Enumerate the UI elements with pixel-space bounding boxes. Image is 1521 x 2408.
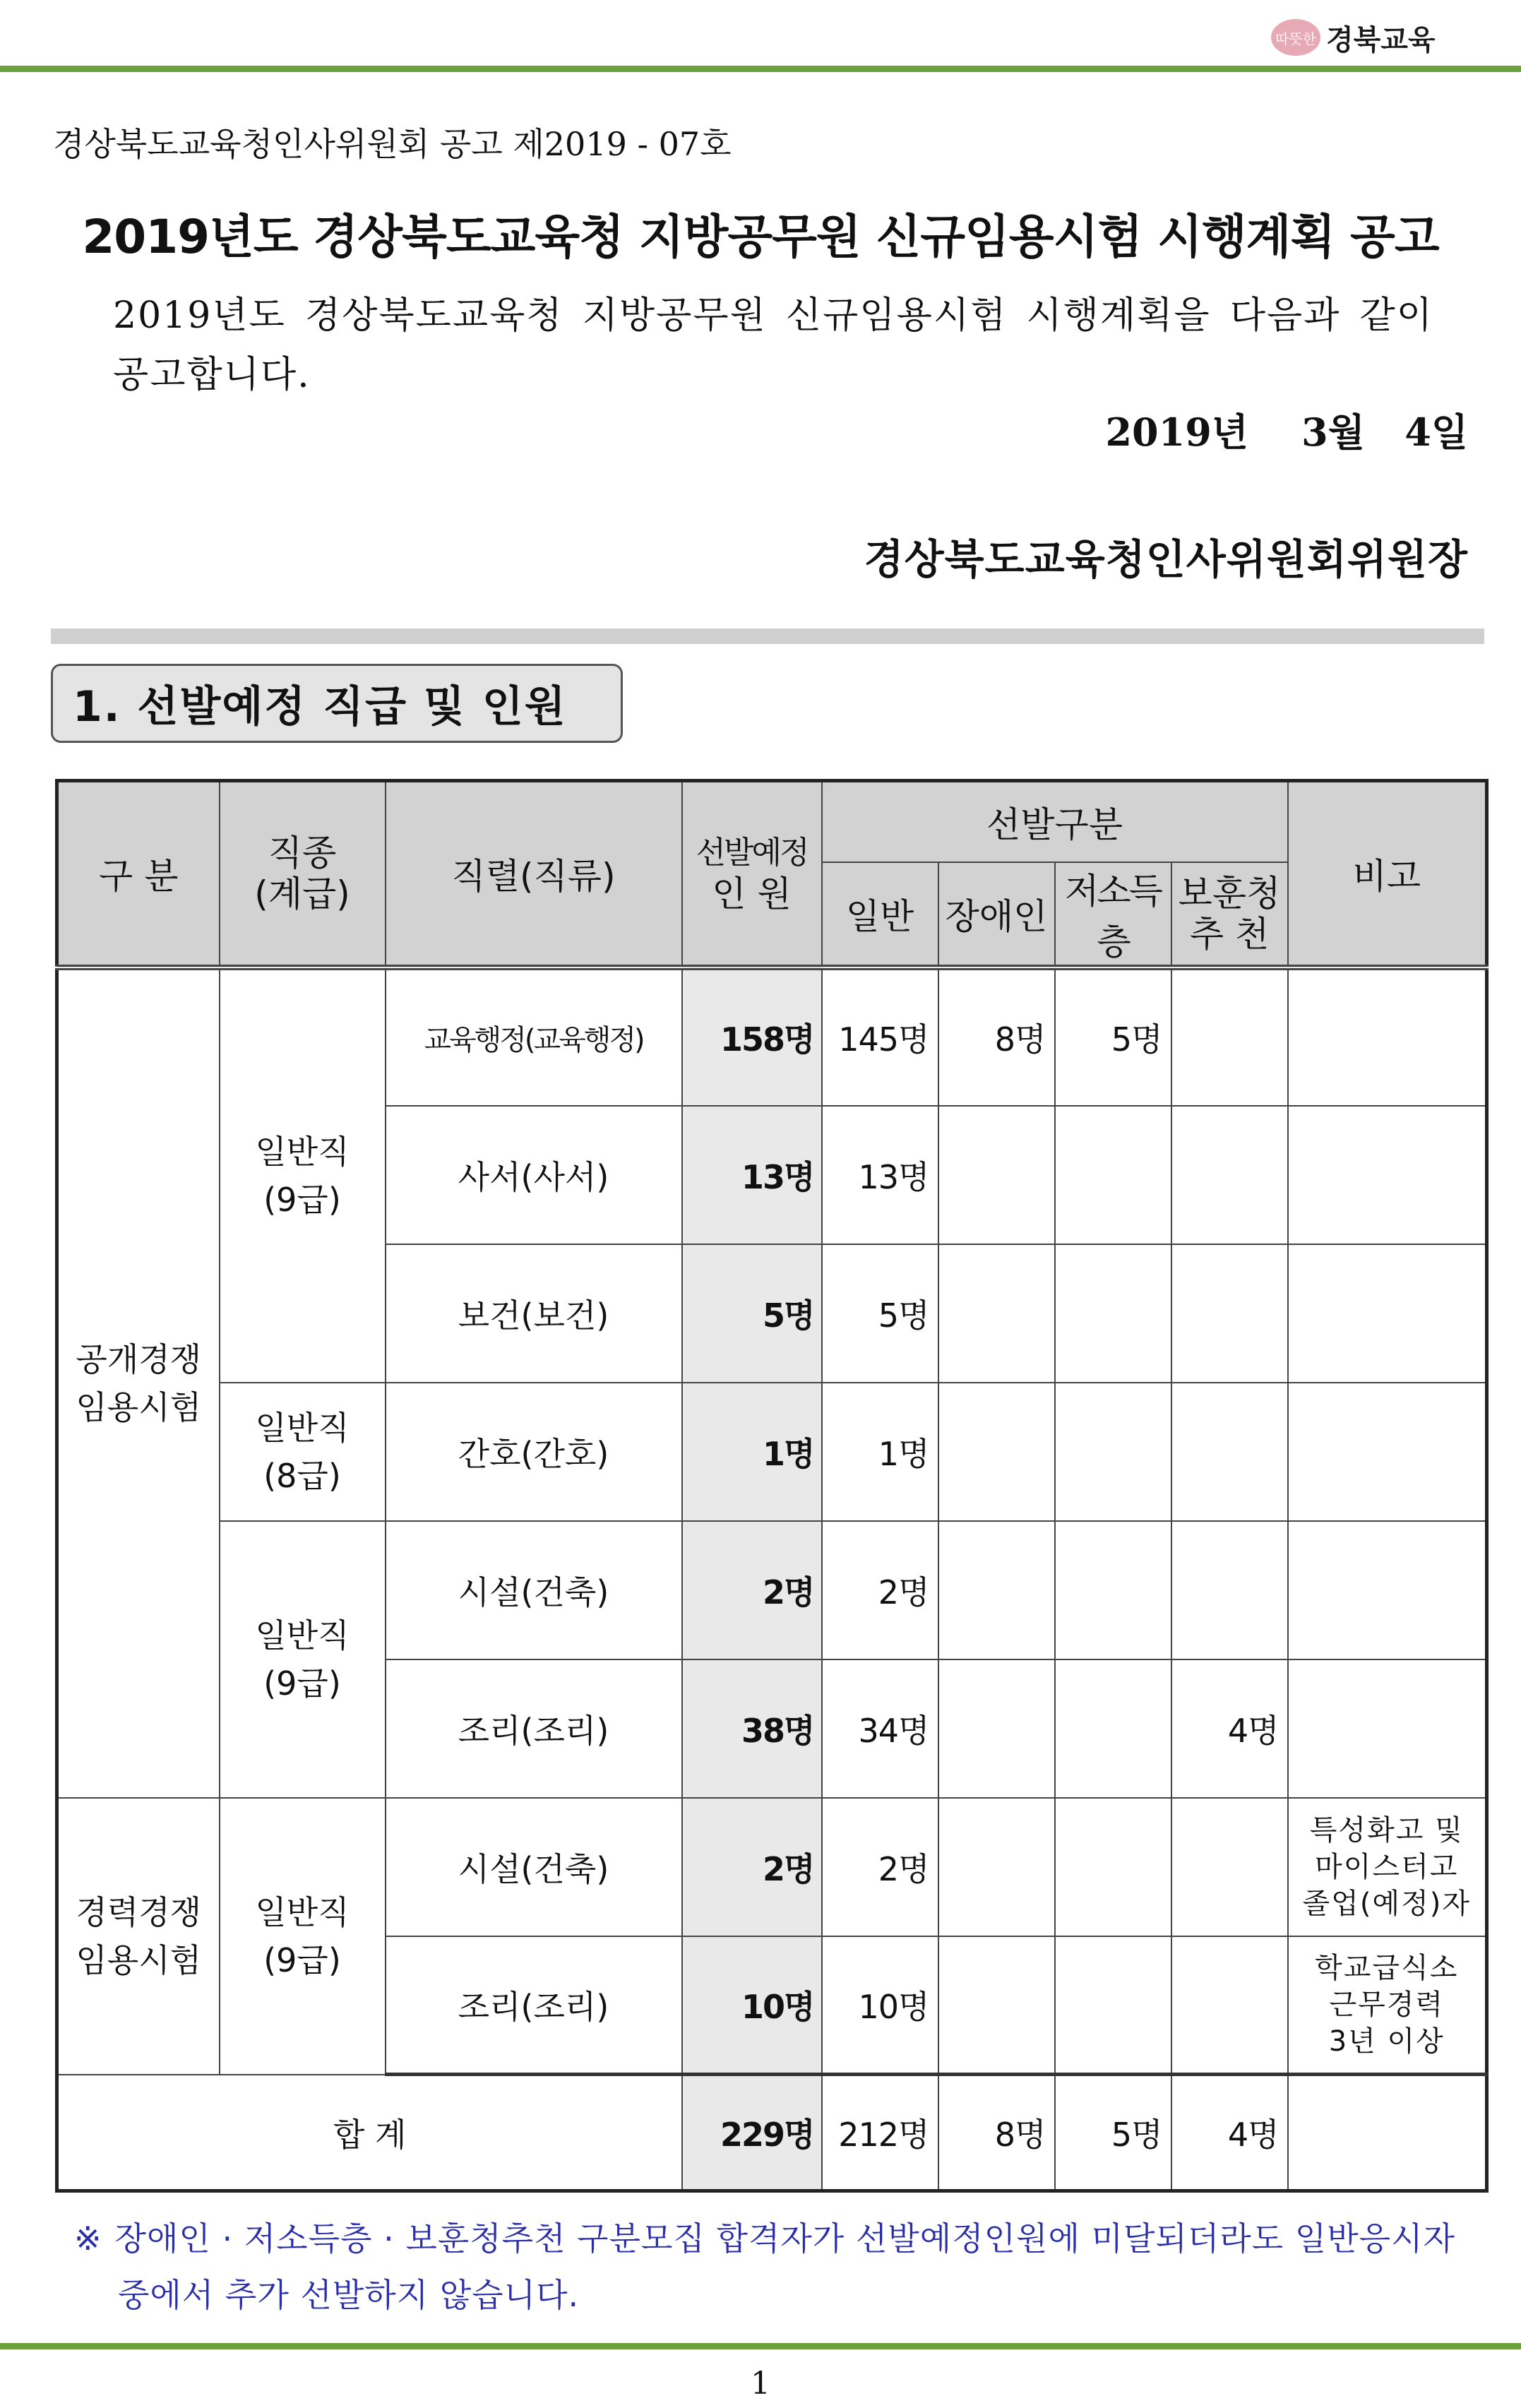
- page-number: 1: [751, 2366, 770, 2402]
- veterans-cell: [1171, 1244, 1288, 1383]
- total-low-income: 5명: [1055, 2075, 1171, 2191]
- planned-cell: 13명: [682, 1106, 822, 1244]
- rank-line1: 일반직: [255, 1133, 350, 1171]
- footnote: [74, 2210, 1479, 2323]
- general-cell: 2명: [822, 1521, 938, 1659]
- low-income-cell: [1055, 1798, 1171, 1936]
- low-income-cell: [1055, 1521, 1171, 1659]
- header-planned-line2: 인 원: [712, 873, 792, 914]
- remarks-cell: [1288, 1106, 1487, 1244]
- group-open-line1: 공개경쟁: [76, 1340, 202, 1378]
- veterans-cell: [1171, 1521, 1288, 1659]
- remarks-cell: [1288, 1383, 1487, 1521]
- notice-number: 경상북도교육청인사위원회 공고 제2019 - 07호: [53, 125, 732, 163]
- general-cell: 10명: [822, 1936, 938, 2075]
- total-remarks: [1288, 2075, 1487, 2191]
- rank-line1: 일반직: [255, 1408, 350, 1447]
- disabled-cell: 8명: [938, 967, 1055, 1106]
- planned-cell: 2명: [682, 1798, 822, 1936]
- remarks-cell: [1288, 1936, 1487, 2075]
- group-career-line1: 경력경쟁: [76, 1893, 202, 1931]
- planned-cell: 158명: [682, 967, 822, 1106]
- general-cell: 5명: [822, 1244, 938, 1383]
- header-planned: [682, 781, 822, 967]
- remarks-line3: 3년 이상: [1328, 2025, 1445, 2058]
- header-series: 직렬(직류): [386, 781, 682, 967]
- series-cell: 시설(건축): [386, 1798, 682, 1936]
- disabled-cell: [938, 1244, 1055, 1383]
- series-cell: 시설(건축): [386, 1521, 682, 1659]
- header-rank-line1: 직종: [268, 832, 337, 874]
- disabled-cell: [938, 1798, 1055, 1936]
- header-remarks: 비고: [1288, 781, 1487, 967]
- general-cell: 1명: [822, 1383, 938, 1521]
- veterans-cell: [1171, 1106, 1288, 1244]
- series-cell: 조리(조리): [386, 1659, 682, 1798]
- planned-cell: 2명: [682, 1521, 822, 1659]
- disabled-cell: [938, 1521, 1055, 1659]
- top-divider: [0, 66, 1521, 72]
- low-income-cell: 5명: [1055, 967, 1171, 1106]
- planned-cell: 38명: [682, 1659, 822, 1798]
- veterans-cell: [1171, 967, 1288, 1106]
- remarks-cell: [1288, 1659, 1487, 1798]
- education-office-logo: [1271, 13, 1476, 62]
- header-selection: 선발구분: [822, 781, 1288, 862]
- section-divider: [51, 628, 1484, 644]
- low-income-cell: [1055, 1106, 1171, 1244]
- planned-cell: 10명: [682, 1936, 822, 2075]
- header-veterans-line2: 추 천: [1189, 913, 1270, 955]
- header-planned-line1: 선발예정: [696, 834, 808, 871]
- rank-line2: (9급): [263, 1664, 341, 1703]
- bottom-divider: [0, 2343, 1521, 2349]
- veterans-cell: [1171, 1383, 1288, 1521]
- general-cell: 34명: [822, 1659, 938, 1798]
- remarks-line2: 근무경력: [1329, 1988, 1445, 2021]
- remarks-cell: [1288, 1521, 1487, 1659]
- general-cell: 145명: [822, 967, 938, 1106]
- low-income-cell: [1055, 1383, 1171, 1521]
- remarks-cell: [1288, 967, 1487, 1106]
- low-income-cell: [1055, 1936, 1171, 2075]
- planned-cell: 1명: [682, 1383, 822, 1521]
- header-veterans: [1171, 862, 1288, 967]
- remarks-cell: [1288, 1244, 1487, 1383]
- total-label: 합 계: [57, 2075, 682, 2191]
- rank-line2: (8급): [263, 1456, 341, 1495]
- header-rank: [220, 781, 386, 967]
- veterans-cell: [1171, 1798, 1288, 1936]
- rank-general-9-b: [220, 1521, 386, 1798]
- logo-text: 경북교육: [1326, 23, 1436, 56]
- total-veterans: 4명: [1171, 2075, 1288, 2191]
- footnote-mark: ※: [74, 2219, 102, 2258]
- recruitment-table: [55, 779, 1489, 2193]
- disabled-cell: [938, 1106, 1055, 1244]
- rank-line1: 일반직: [255, 1616, 350, 1655]
- rank-general-8: [220, 1383, 386, 1521]
- series-cell: 보건(보건): [386, 1244, 682, 1383]
- remarks-line2: 마이스터고: [1315, 1850, 1459, 1883]
- veterans-cell: [1171, 1936, 1288, 2075]
- intro-paragraph: 2019년도 경상북도교육청 지방공무원 신규임용시험 시행계획을 다음과 같이 공고합니다.: [113, 294, 1433, 396]
- remarks-line1: 특성화고 및: [1309, 1813, 1464, 1847]
- footnote-line2: 중에서 추가 선발하지 않습니다.: [118, 2276, 580, 2314]
- document-title: 2019년도 경상북도교육청 지방공무원 신규임용시험 시행계획 공고: [82, 210, 1439, 264]
- group-career-line2: 임용시험: [76, 1941, 202, 1979]
- series-cell: 교육행정(교육행정): [386, 967, 682, 1106]
- rank-general-9-c: [220, 1798, 386, 2075]
- header-low-income: 저소득층: [1055, 862, 1171, 967]
- remarks-cell: [1288, 1798, 1487, 1936]
- rank-line2: (9급): [263, 1181, 341, 1219]
- disabled-cell: [938, 1659, 1055, 1798]
- header-general: 일반: [822, 862, 938, 967]
- group-career-competition: [57, 1798, 220, 2075]
- series-cell: 간호(간호): [386, 1383, 682, 1521]
- group-open-competition: [57, 967, 220, 1798]
- planned-cell: 5명: [682, 1244, 822, 1383]
- remarks-line1: 학교급식소: [1315, 1951, 1459, 1984]
- rank-line2: (9급): [263, 1941, 341, 1979]
- series-cell: 사서(사서): [386, 1106, 682, 1244]
- section-heading: 1. 선발예정 직급 및 인원: [51, 664, 623, 743]
- signer: 경상북도교육청인사위원회위원장: [864, 535, 1468, 583]
- remarks-line3: 졸업(예정)자: [1302, 1887, 1471, 1920]
- rank-line1: 일반직: [255, 1893, 350, 1931]
- total-disabled: 8명: [938, 2075, 1055, 2191]
- header-disabled: 장애인: [938, 862, 1055, 967]
- disabled-cell: [938, 1936, 1055, 2075]
- veterans-cell: 4명: [1171, 1659, 1288, 1798]
- total-planned: 229명: [682, 2075, 822, 2191]
- rank-general-9-a: [220, 967, 386, 1383]
- header-veterans-line1: 보훈청: [1178, 872, 1281, 914]
- footnote-line1: 장애인 · 저소득층 · 보훈청추천 구분모집 합격자가 선발예정인원에 미달되더라도 일반응시자: [114, 2219, 1455, 2258]
- disabled-cell: [938, 1383, 1055, 1521]
- total-general: 212명: [822, 2075, 938, 2191]
- notice-date: 2019년 3월 4일: [1105, 410, 1468, 455]
- series-cell: 조리(조리): [386, 1936, 682, 2075]
- low-income-cell: [1055, 1659, 1171, 1798]
- low-income-cell: [1055, 1244, 1171, 1383]
- general-cell: 13명: [822, 1106, 938, 1244]
- header-rank-line2: (계급): [254, 873, 350, 914]
- general-cell: 2명: [822, 1798, 938, 1936]
- logo-seal: 따뜻한: [1271, 19, 1320, 56]
- header-category: 구 분: [57, 781, 220, 967]
- group-open-line2: 임용시험: [76, 1388, 202, 1426]
